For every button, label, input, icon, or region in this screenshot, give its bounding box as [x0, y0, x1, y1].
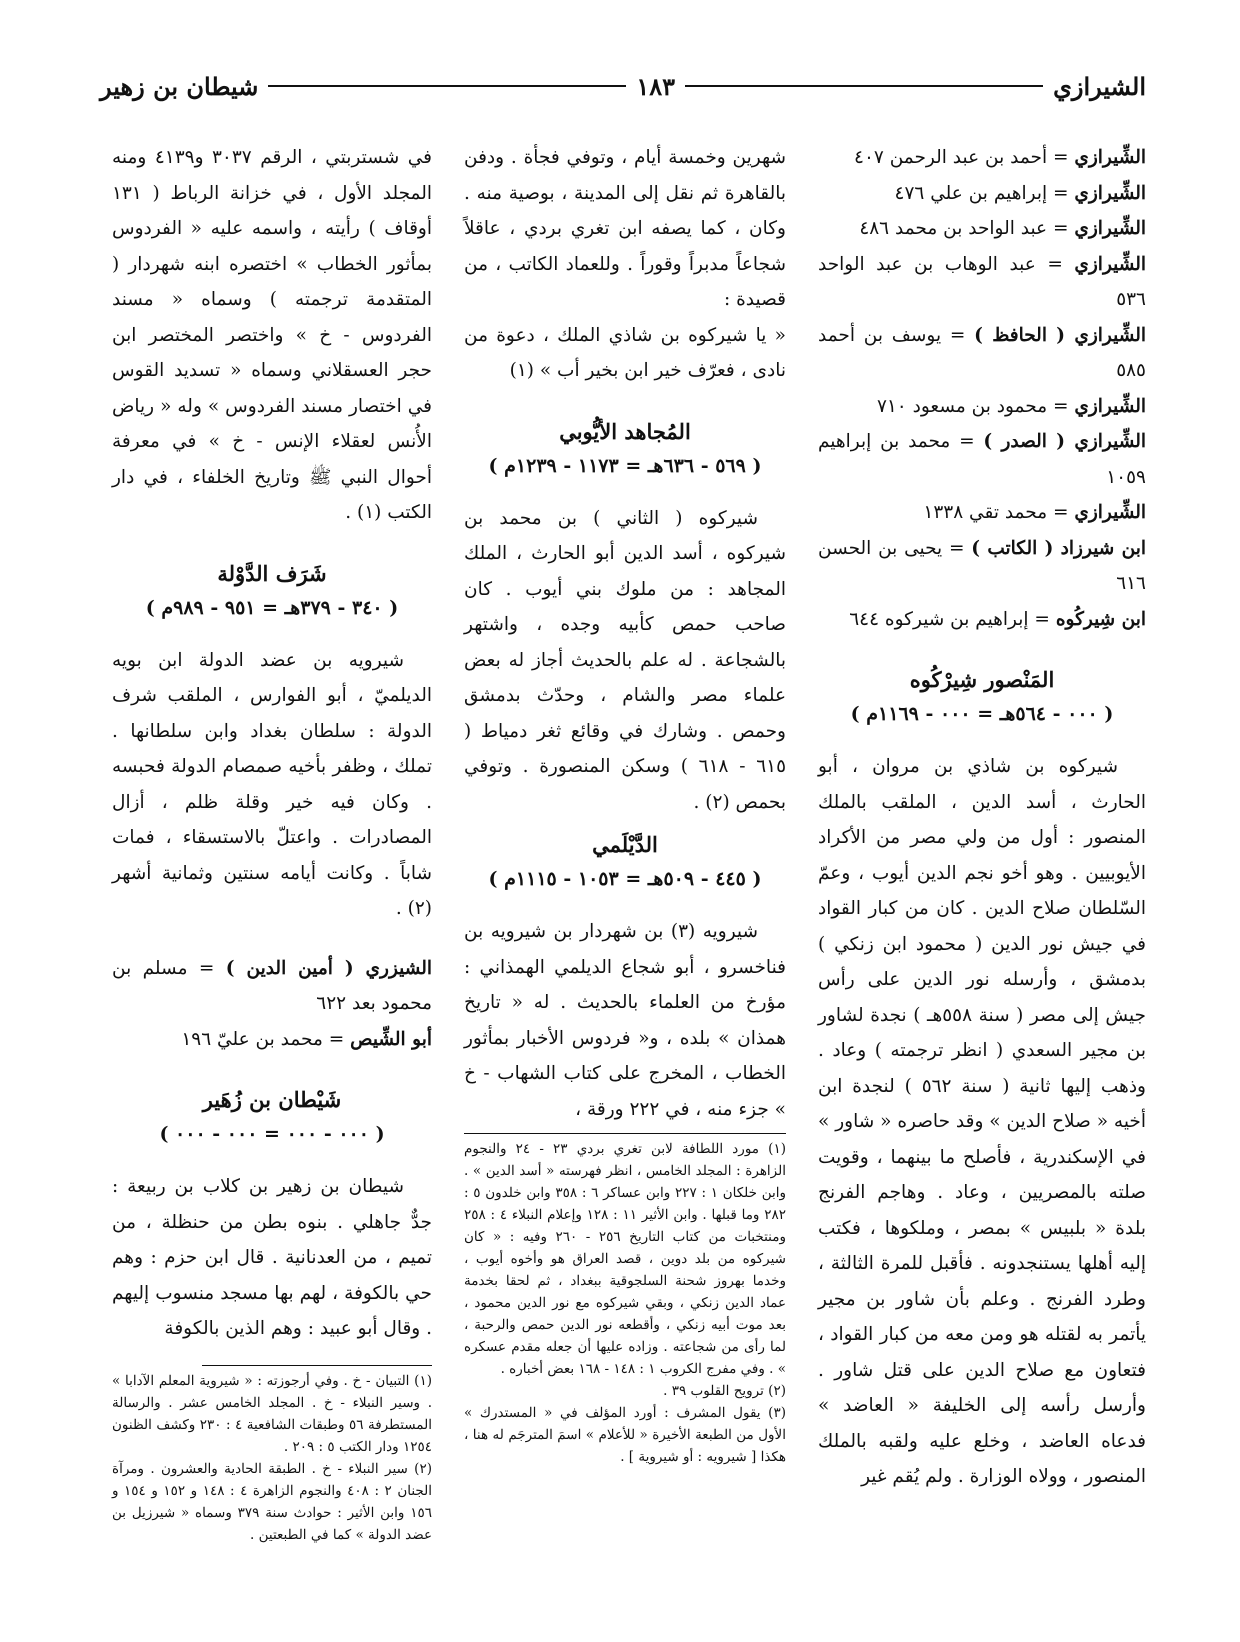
- entry-reference: = عبد الوهاب بن عبد الواحد ٥٣٦: [818, 253, 1146, 310]
- cross-reference-entry: [112, 1022, 432, 1058]
- entry-reference: = إبراهيم بن شيركوه ٦٤٤: [849, 608, 1050, 630]
- section-body: شيركوه ( الثاني ) بن محمد بن شيركوه ، أسد الدين أبو الحارث ، الملك المجاهد : من ملوك بني أيوب . كان صاحب حمص كأبيه وجده ، واشتهر بالشجاعة . له علم بالحديث أجاز له بعض علماء مصر والشام ، وحدّث بدمشق وحمص . وشارك في وقائع ثغر دمياط ( ٦١٥ - ٦١٨ ) وسكن المنصورة . وتوفي بحمص (٢) .: [464, 507, 787, 813]
- entry-reference: = محمد تقي ١٣٣٨: [923, 502, 1069, 523]
- entry-reference: = أحمد بن عبد الرحمن ٤٠٧: [854, 147, 1069, 168]
- paragraph: في شستربتي ، الرقم ٣٠٣٧ و٤١٣٩ ومنه المجلد الأول ، في خزانة الرباط ( ١٣١ أوقاف ) رأيته ، واسمه عليه « الفردوس بمأثور الخطاب » اختصره ابنه شهردار ( المتقدمة ترجمته ) وسماه « مسند الفردوس - خ » واختصر المختصر ابن حجر العسقلاني وسماه « تسديد القوس في اختصار مسند الفردوس » وله « رياض الأُنس لعقلاء الإنس - خ » في معرفة أحوال النبي ﷺ وتاريخ الخلفاء ، في دار الكتب (١) .: [112, 147, 432, 523]
- section-dates: ( ٣٤٠ - ٣٧٩هـ = ٩٥١ - ٩٨٩م ): [145, 596, 399, 619]
- footnote-separator: [202, 1365, 432, 1366]
- cross-reference-entry: [112, 951, 432, 1022]
- cross-reference-entry: [818, 424, 1146, 495]
- entry-reference: = محمد بن عليّ ١٩٦: [181, 1028, 345, 1050]
- entry-name: الشِّيرازي: [1074, 147, 1146, 168]
- section-body: شيرويه بن عضد الدولة ابن بويه الديلميّ ، أبو الفوارس ، الملقب شرف الدولة : سلطان بغداد وابن سلطانها . تملك ، وظفر بأخيه صمصام الدولة فحبسه . وكان فيه خير وقلة ظلم ، أزال المصادرات . واعتلّ بالاستسقاء ، فمات شاباً . وكانت أيامه سنتين وثمانية أشهر (٢) .: [112, 649, 432, 919]
- section-dates: ( ٤٤٥ - ٥٠٩هـ = ١٠٥٣ - ١١١٥م ): [488, 868, 762, 890]
- entry-name: الشيزري ( أمين الدين ): [225, 957, 433, 979]
- entry-reference: = محمد بن إبراهيم ١٠٥٩: [818, 431, 1146, 488]
- header-left-title: شيطان بن زهير: [100, 71, 259, 101]
- cross-reference-entry: [818, 247, 1146, 318]
- entry-name: الشِّيرازي: [1074, 253, 1147, 275]
- section-title: شَرَف الدَّوْلة: [217, 560, 327, 586]
- entry-reference: = عبد الواحد بن محمد ٤٨٦: [859, 218, 1069, 239]
- column-middle: [464, 140, 786, 1468]
- entry-reference: = مسلم بن محمود بعد ٦٢٢: [112, 957, 432, 1014]
- entry-name: الشِّيرازي: [1074, 395, 1146, 417]
- entry-reference: = يوسف بن أحمد ٥٨٥: [818, 324, 1146, 381]
- footnotes: [464, 1138, 786, 1468]
- section-dates: ( ٥٦٩ - ٦٣٦هـ = ١١٧٣ - ١٢٣٩م ): [488, 454, 762, 477]
- footnote: (١) مورد اللطافة لابن تغري بردي ٢٣ - ٢٤ والنجوم الزاهرة : المجلد الخامس ، انظر فهرسته « أسد الدين » . وابن خلكان ١ : ٢٢٧ وابن عساكر ٦ : ٣٥٨ وابن خلدون ٥ : ٢٨٢ وما قبلها . وابن الأثير ١١ : ١٢٨ وإعلام النبلاء ٤ : ٢٥٨ ومنتخبات من كتاب التاريخ ٢٥٦ - ٢٦٠ وفيه : « كان شيركوه من بلد دوين ، قصد العراق هو وأخوه أيوب ، وخدما بهروز شحنة السلجوقية ببغداد ، ثم لحقا بخدمة عماد الدين زنكي ، وبقي شيركوه مع نور الدين محمود ، بعد موت أبيه زنكي ، وأقطعه نور الدين حمص والرحبة ، لما رأى من شجاعته . وزاده عليها أن جعله مقدم عسكره » . وفي مفرج الكروب ١ : ١٤٨ - ١٦٨ بعض أخباره .: [464, 1141, 787, 1377]
- page-number: ١٨٣: [636, 71, 676, 101]
- entry-name: الشِّيرازي: [1074, 502, 1146, 523]
- section-title: الدَّيْلَمي: [592, 832, 658, 857]
- entry-name: أبو الشِّيص: [350, 1028, 432, 1050]
- footnote: (٣) يقول المشرف : أورد المؤلف في « المستدرك » الأول من الطبعة الأخيرة « للأعلام » اسمَ المترجَم له هنا ، هكذا [ شيرويه : أو شيروية ] .: [464, 1405, 786, 1465]
- cross-reference-entry: [818, 495, 1146, 531]
- entry-name: ابن شِيركُوه: [1055, 608, 1146, 630]
- footnote: (١) التبيان - خ . وفي أرجوزته : « شيروية المعلم الآدابا » . وسير النبلاء - خ . المجلد الخامس عشر . والرسالة المستطرفة ٥٦ وطبقات الشافعية ٤ : ٢٣٠ وكشف الظنون ١٢٥٤ ودار الكتب ٥ : ٢٠٩ .: [112, 1372, 432, 1455]
- running-header: [100, 66, 1146, 106]
- entry-name: الشِّيرازي: [1074, 182, 1146, 204]
- cross-reference-entry: [818, 602, 1146, 638]
- paragraph: شهرين وخمسة أيام ، وتوفي فجأة . ودفن بالقاهرة ثم نقل إلى المدينة ، بوصية منه . وكان ، كما يصفه ابن تغري بردي ، عاقلاً شجاعاً مدبراً وقوراً . وللعماد الكاتب ، من قصيدة :: [464, 147, 786, 310]
- section-dates: ( ٠٠٠ - ٠٠٠ = ٠٠٠ - ٠٠٠ ): [159, 1123, 385, 1145]
- section-title: شَيْطان بن زُهَير: [202, 1087, 342, 1112]
- footnotes: [112, 1370, 432, 1546]
- section-body: شيركوه بن شاذي بن مروان ، أبو الحارث ، أسد الدين ، الملقب بالملك المنصور : أول من ولي مصر من الأكراد الأيوبيين . وهو أخو نجم الدين أيوب ، وعمّ السّلطان صلاح الدين . كان من كبار القواد في جيش نور الدين ( محمود ابن زنكي ) بدمشق ، وأرسله نور الدين على رأس جيش إلى مصر ( سنة ٥٥٨هـ ) نجدة لشاور بن مجير السعدي ( انظر ترجمته ) وعاد . وذهب إليها ثانية ( سنة ٥٦٢ ) لنجدة ابن أخيه « صلاح الدين » وقد حاصره « شاور » في الإسكندرية ، فأصلح ما بينهما ، وقويت صلته بالمصريين ، وعاد . وهاجم الفرنج بلدة « بلبيس » بمصر ، وملكوها ، فكتب إليه أهلها يستنجدونه . فأقبل للمرة الثالثة ، وطرد الفرنج . وعلم بأن شاور بن مجير يأتمر به لقتله هو ومن معه من كبار القواد ، فتعاون مع صلاح الدين على قتل شاور . وأرسل رأسه إلى الخليفة « العاضد » فدعاه العاضد ، وخلع عليه ولقبه بالملك المنصور ، وولاه الوزارة . ولم يُقم غير: [818, 756, 1146, 1487]
- cross-reference-entry: [818, 211, 1146, 247]
- cross-reference-entry: [818, 389, 1146, 425]
- entry-reference: = محمود بن مسعود ٧١٠: [876, 395, 1069, 417]
- verse-quote: « يا شيركوه بن شاذي الملك ، دعوة من نادى ، فعرّف خير ابن بخير أب » (١): [464, 324, 786, 381]
- cross-reference-list: [818, 140, 1146, 637]
- footnote-separator: [464, 1133, 786, 1134]
- entry-name: الشِّيرازي ( الحافظ ): [974, 324, 1146, 346]
- entry-name: الشِّيرازي: [1074, 218, 1146, 239]
- section-title: المَنْصور شِيرْكُوه: [909, 667, 1055, 692]
- cross-reference-list: [112, 951, 432, 1058]
- header-right-title: الشيرازي: [1053, 71, 1146, 101]
- entry-name: ابن شيرزاد ( الكاتب ): [971, 537, 1146, 559]
- cross-reference-entry: [818, 140, 1146, 176]
- column-right: [818, 140, 1146, 1495]
- section-body: شيطان بن زهير بن كلاب بن ربيعة : جدٌّ جاهلي . بنوه بطن من حنظلة ، من تميم ، من العدنانية . قال ابن حزم : وهم حي بالكوفة ، لهم بها مسجد منسوب إليهم . وقال أبو عبيد : وهم الذين بالكوفة: [112, 1176, 432, 1339]
- cross-reference-entry: [818, 176, 1146, 212]
- section-body: شيرويه (٣) بن شهردار بن شيرويه بن فناخسرو ، أبو شجاع الديلمي الهمذاني : مؤرخ من العلماء بالحديث . له « تاريخ همذان » بلده ، و« فردوس الأخبار بمأثور الخطاب ، المخرج على كتاب الشهاب - خ » جزء منه ، في ٢٢٢ ورقة ،: [464, 921, 786, 1120]
- column-left: [112, 140, 432, 1546]
- cross-reference-entry: [818, 531, 1146, 602]
- section-title: المُجاهد الأيُّوبي: [559, 418, 691, 444]
- entry-reference: = يحيى بن الحسن ٦١٦: [818, 537, 1146, 594]
- header-rule-left: [268, 85, 626, 87]
- entry-name: الشِّيرازي ( الصدر ): [983, 431, 1146, 452]
- cross-reference-entry: [818, 318, 1146, 389]
- entry-reference: = إبراهيم بن علي ٤٧٦: [894, 182, 1069, 204]
- section-dates: ( ٠٠٠ - ٥٦٤هـ = ٠٠٠ - ١١٦٩م ): [850, 703, 1114, 725]
- footnote: (٢) ترويح القلوب ٣٩ .: [663, 1383, 786, 1399]
- footnote: (٢) سير النبلاء - خ . الطبقة الحادية والعشرون . ومرآة الجنان ٢ : ٤٠٨ والنجوم الزاهرة ٤ : ١٤٨ و ١٥٢ و ١٥٤ و ١٥٦ وابن الأثير : حوادث سنة ٣٧٩ وسماه « شيرزيل بن عضد الدولة » كما في الطبعتين .: [112, 1460, 432, 1543]
- header-rule-right: [685, 85, 1043, 87]
